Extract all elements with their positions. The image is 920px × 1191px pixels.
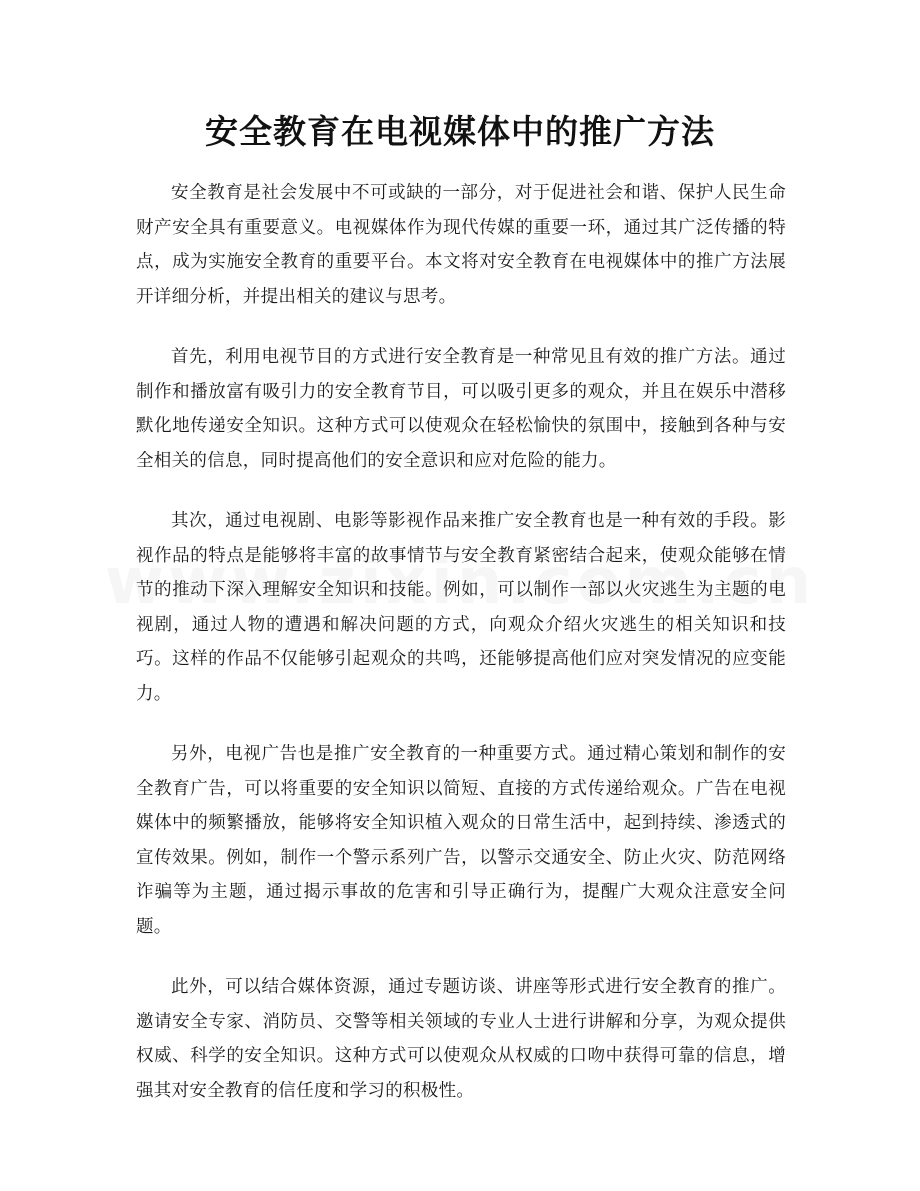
paragraph-interviews: 此外，可以结合媒体资源，通过专题访谈、讲座等形式进行安全教育的推广。邀请安全专家、消防员、交警等相关领域的专业人士进行讲解和分享，为观众提供权威、科学的安全知识。这种方式可以使观众从权威的口吻中获得可靠的信息，增强其对安全教育的信任度和学习的积极性。 <box>136 977 786 1101</box>
document-body <box>136 176 786 1134</box>
paragraph-intro: 安全教育是社会发展中不可或缺的一部分，对于促进社会和谐、保护人民生命财产安全具有重要意义。电视媒体作为现代传媒的重要一环，通过其广泛传播的特点，成为实施安全教育的重要平台。本文将对安全教育在电视媒体中的推广方法展开详细分析，并提出相关的建议与思考。 <box>136 183 786 307</box>
paragraph-tv-ads: 另外，电视广告也是推广安全教育的一种重要方式。通过精心策划和制作的安全教育广告，可以将重要的安全知识以简短、直接的方式传递给观众。广告在电视媒体中的频繁播放，能够将安全知识植入观众的日常生活中，起到持续、渗透式的宣传效果。例如，制作一个警示系列广告，以警示交通安全、防止火灾、防范网络诈骗等为主题，通过揭示事故的危害和引导正确行为，提醒广大观众注意安全问题。 <box>136 744 786 937</box>
paragraph-tv-programs: 首先，利用电视节目的方式进行安全教育是一种常见且有效的推广方法。通过制作和播放富有吸引力的安全教育节目，可以吸引更多的观众，并且在娱乐中潜移默化地传递安全知识。这种方式可以使观众在轻松愉快的氛围中，接触到各种与安全相关的信息，同时提高他们的安全意识和应对危险的能力。 <box>136 347 786 471</box>
document-title: 安全教育在电视媒体中的推广方法 <box>205 112 715 151</box>
paragraph-film-tv-works: 其次，通过电视剧、电影等影视作品来推广安全教育也是一种有效的手段。影视作品的特点是能够将丰富的故事情节与安全教育紧密结合起来，使观众能够在情节的推动下深入理解安全知识和技能。例如，可以制作一部以火灾逃生为主题的电视剧，通过人物的遭遇和解决问题的方式，向观众介绍火灾逃生的相关知识和技巧。这样的作品不仅能够引起观众的共鸣，还能够提高他们应对突发情况的应变能力。 <box>136 511 786 704</box>
